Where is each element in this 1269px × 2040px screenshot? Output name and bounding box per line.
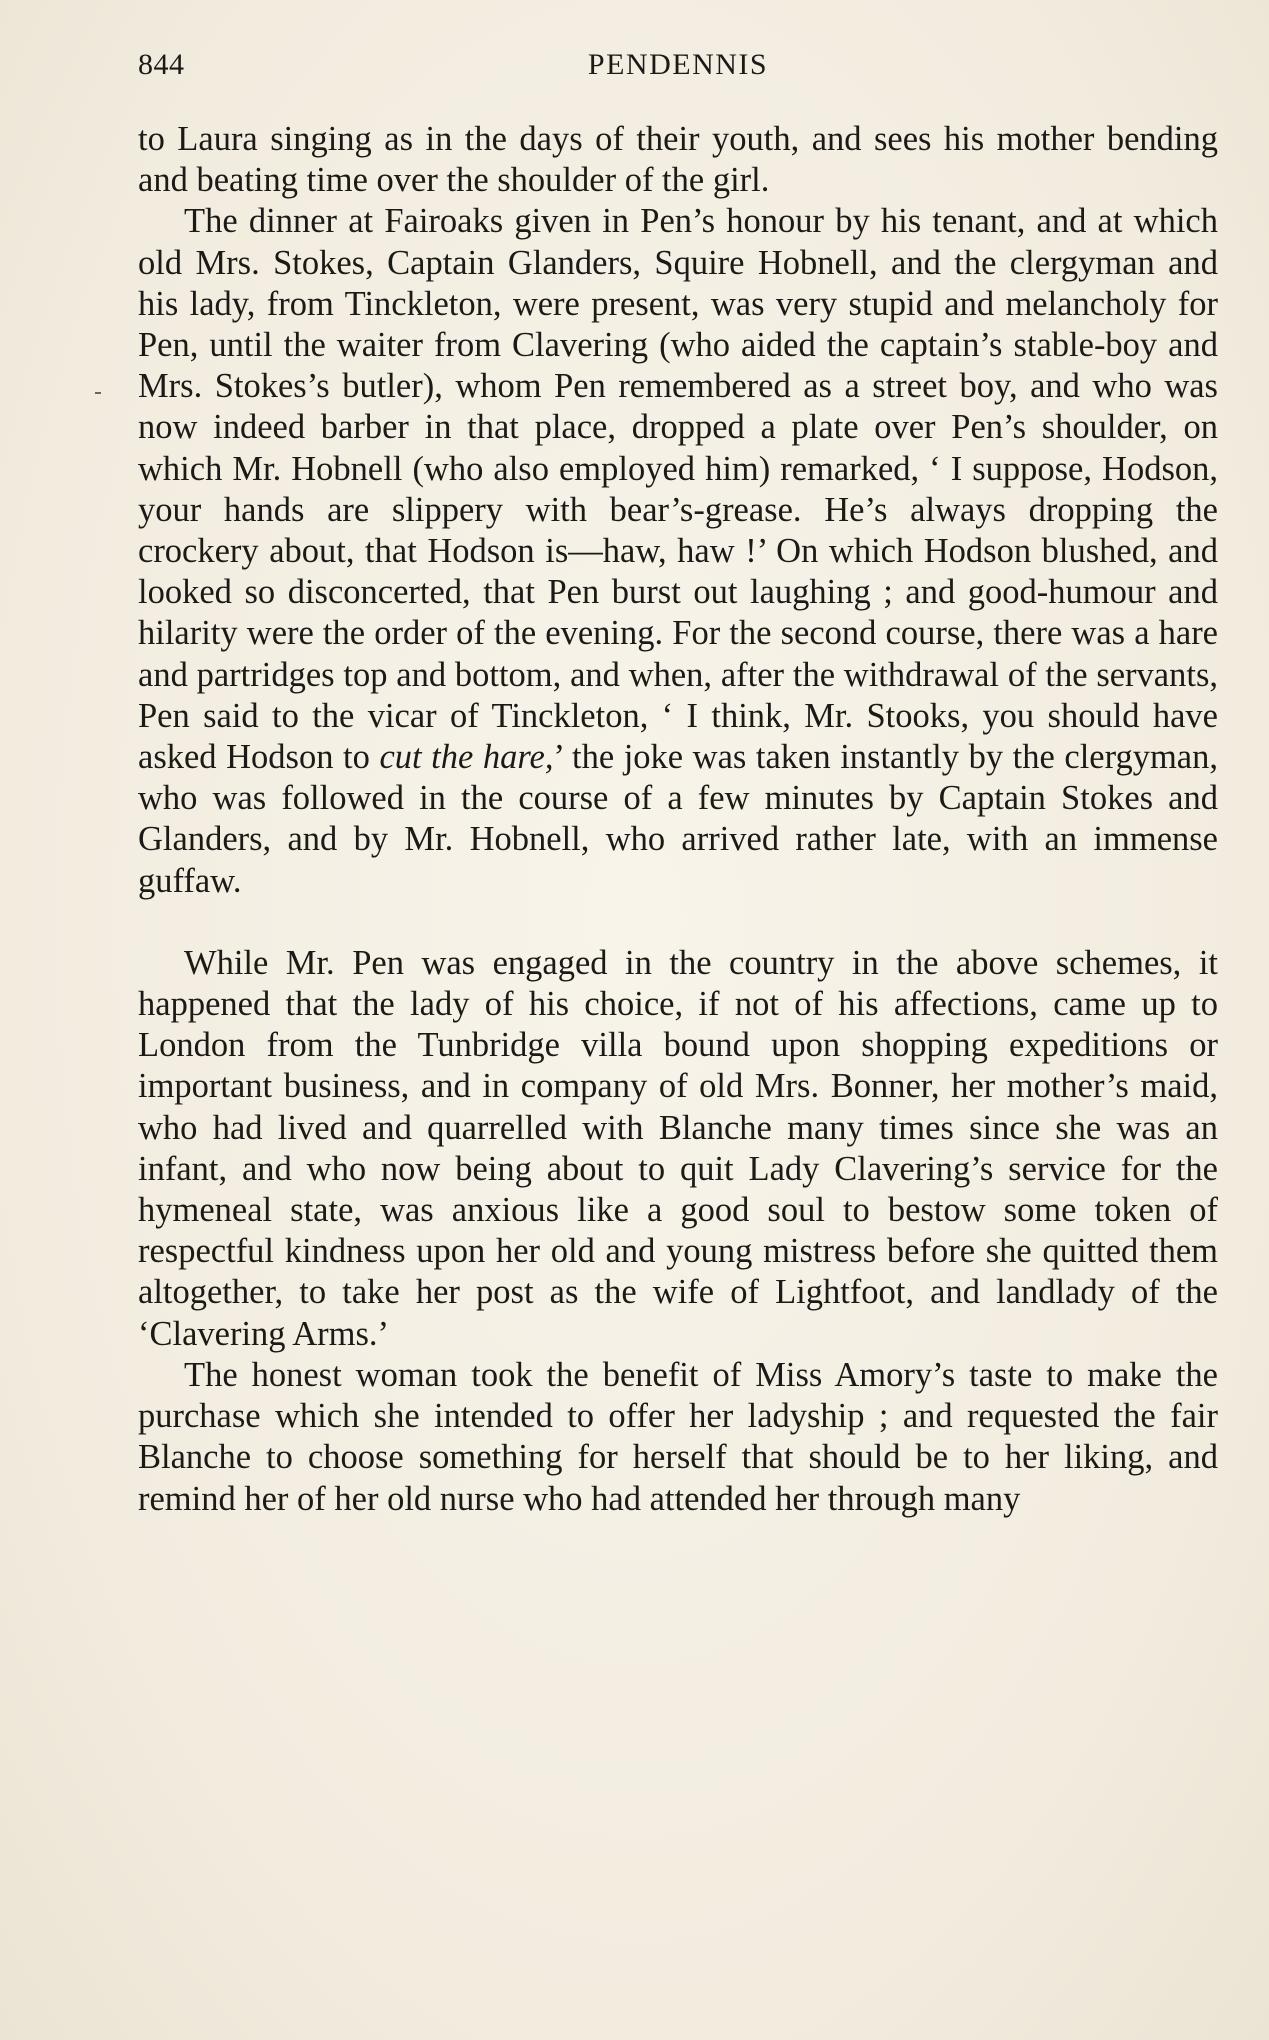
paragraph-dinner <box>138 201 1218 901</box>
paragraph-purchase: The honest woman took the benefit of Miss Amory’s taste to make the purchase which she intended to offer her ladyship ; and requested the fair Blanche to choose something for herself that should be to her liking, and remind her of her old nurse who had attended her through many <box>138 1355 1218 1518</box>
margin-mark <box>95 392 101 394</box>
paragraph-dinner-text-b: ’ the joke was taken instantly by the clergyman, who was followed in the course of a few minutes by Captain Stokes and Glanders, and by Mr. Hobnell, who arrived rather late, with an immense guffaw. <box>138 738 1218 900</box>
running-title: PENDENNIS <box>587 48 769 81</box>
paragraph-continuation: to Laura singing as in the days of their youth, and sees his mother bending and beating time over the shoulder of the girl. <box>138 120 1218 200</box>
page-header <box>138 48 1218 92</box>
paragraph-london: While Mr. Pen was engaged in the country in the above schemes, it happened that the lady of his choice, if not of his affections, came up to London from the Tunbridge villa bound upon shopping expeditions or important business, and in company of old Mrs. Bonner, her mother’s maid, who had lived and quarrelled with Blanche many times since she was an infant, and who now being about to quit Lady Clavering’s service for the hymeneal state, was anxious like a good soul to bestow some token of respectful kindness upon her old and young mistress before she quitted them altogether, to take her post as the wife of Lightfoot, and landlady of the ‘Clavering Arms.’ <box>138 943 1218 1353</box>
italic-phrase: cut the hare, <box>379 738 554 777</box>
page-number: 844 <box>138 48 185 81</box>
paragraph-dinner-text-a: The dinner at Fairoaks given in Pen’s honour by his tenant, and at which old Mrs. Stokes, Captain Glanders, Squire Hobnell, and the clergyman and his lady, from Tinckleton, were present, was very stupid and melancholy for Pen, until the waiter from Clavering (who aided the captain’s stable-boy and Mrs. Stokes’s butler), whom Pen remembered as a street boy, and who was now indeed barber in that place, dropped a plate over Pen’s shoulder, on which Mr. Hobnell (who also employed him) remarked, ‘ I suppose, Hodson, your hands are slippery with bear’s-grease. He’s always dropping the crockery about, that Hodson is—haw, haw !’ On which Hodson blushed, and looked so disconcerted, that Pen burst out laughing ; and good-humour and hilarity were the order of the evening. For the second course, there was a hare and partridges top and bottom, and when, after the withdrawal of the servants, Pen said to the vicar of Tinckleton, ‘ I think, Mr. Stooks, you should have asked Hodson to <box>138 202 1218 777</box>
body-text <box>138 119 1218 1520</box>
